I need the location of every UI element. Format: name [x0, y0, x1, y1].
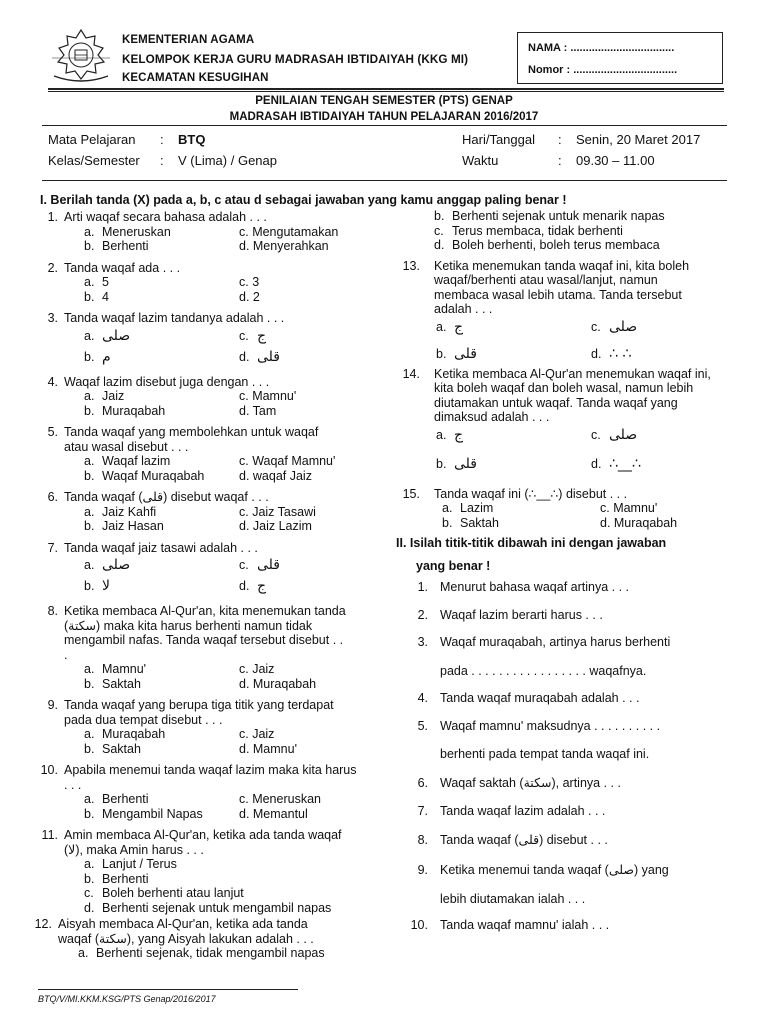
question-14: 14. Ketika membaca Al-Qur'an menemukan waqaf ini, kita boleh waqaf dan boleh wasal, namun lebih diutamakan untuk waqaf. Tanda waqaf yang dimaksud adalah . . . a. ج c. صلى b. قلى d. ∴__∴: [400, 367, 730, 475]
option-a: a. Mamnu': [84, 662, 147, 676]
option-b: b. Saktah: [84, 741, 141, 756]
group-name: KELOMPOK KERJA GURU MADRASAH IBTIDAIYAH (KKG MI): [122, 53, 469, 66]
student-id-box: [517, 32, 723, 84]
option-a: a. Lazim: [442, 501, 494, 515]
footer-rule: [38, 989, 298, 990]
option-b: b. قلى: [436, 455, 477, 472]
subject-colon: :: [160, 132, 164, 147]
option-a: a. Muraqabah: [84, 727, 166, 741]
fill-item-1: 1. Menurut bahasa waqaf artinya . . .: [417, 580, 629, 594]
question-12: 12. Aisyah membaca Al-Qur'an, ketika ada tanda waqaf (سكتة), yang Aisyah lakukan adalah . . . a. Berhenti sejenak, tidak mengambil napas: [34, 917, 400, 961]
option-c: c. Jaiz: [239, 662, 275, 676]
question-9: 9. Tanda waqaf yang berupa tiga titik yang terdapat pada dua tempat disebut . . . a. Muraqabah c. Jaiz b. Saktah d. Mamnu': [40, 698, 400, 756]
time-value: 09.30 – 11.00: [576, 153, 655, 168]
fill-item-3-continued: pada . . . . . . . . . . . . . . . . . waqafnya.: [440, 663, 647, 678]
question-8: 8. Ketika membaca Al-Qur'an, kita menemukan tanda (سكتة) maka kita harus berhenti namun tidak mengambil nafas. Tanda waqaf tersebut disebut . . . a. Mamnu' c. Jaiz b. Saktah d. Muraqabah: [40, 604, 400, 691]
question-3: 3. Tanda waqaf lazim tandanya adalah . . . a. صلى c. ج b. م d. قلى: [40, 311, 400, 368]
option-c: c. ج: [239, 327, 267, 344]
section-2-title: II. Isilah titik-titik dibawah ini dengan jawaban: [396, 536, 667, 550]
fill-item-9: 9. Ketika menemui tanda waqaf (صلى) yang: [417, 863, 669, 877]
date-value: Senin, 20 Maret 2017: [576, 132, 701, 147]
fill-item-3: 3. Waqaf muraqabah, artinya harus berhenti: [417, 635, 671, 649]
option-a: a. 5: [84, 275, 109, 289]
option-b: b. Mengambil Napas: [84, 806, 203, 821]
footer-code: BTQ/V/MI.KKM.KSG/PTS Genap/2016/2017: [38, 994, 216, 1004]
option-a: a. Waqaf lazim: [84, 454, 171, 468]
option-d: d. Menyerahkan: [239, 239, 329, 253]
option-d: d. waqaf Jaiz: [239, 468, 312, 483]
option-a: a. Berhenti: [84, 792, 149, 806]
option-b: b. 4: [84, 289, 109, 304]
fill-item-5: 5. Waqaf mamnu' maksudnya . . . . . . . . . .: [417, 718, 661, 733]
subject-label: Mata Pelajaran: [48, 132, 136, 147]
question-6: 6. Tanda waqaf (قلى) disebut waqaf . . . a. Jaiz Kahfi c. Jaiz Tasawi b. Jaiz Hasan d. Jaiz Lazim: [40, 490, 400, 534]
option-b: b. Saktah: [442, 515, 499, 530]
ministry-name: KEMENTERIAN AGAMA: [122, 34, 255, 46]
header-rule: [48, 88, 724, 90]
option-c: c. Mamnu': [239, 389, 297, 403]
option-c: c. صلى: [591, 426, 638, 443]
option-d: d. ∴ ∴: [591, 345, 632, 362]
exam-title: [0, 93, 768, 125]
question-10: 10. Apabila menemui tanda waqaf lazim maka kita harus . . . a. Berhenti c. Meneruskan b. Mengambil Napas d. Memantul: [40, 763, 400, 821]
option-c: c. Jaiz: [239, 727, 275, 741]
question-15: 15. Tanda waqaf ini (∴__∴) disebut . . . a. Lazim c. Mamnu' b. Saktah d. Muraqabah: [400, 487, 730, 531]
meta-rule-top: [42, 125, 727, 126]
option-c: c. صلى: [591, 318, 638, 335]
kemenag-logo: [50, 28, 112, 86]
institution-header: [122, 31, 468, 88]
class-label: Kelas/Semester: [48, 153, 140, 168]
time-label: Waktu: [462, 153, 499, 168]
option-d: d. Muraqabah: [239, 676, 317, 691]
option-b: b. قلى: [436, 345, 477, 362]
option-a: a. Jaiz: [84, 389, 125, 403]
exam-title-line1: PENILAIAN TENGAH SEMESTER (PTS) GENAP: [255, 95, 513, 107]
option-b: b. Berhenti: [84, 871, 149, 886]
option-a: a. Lanjut / Terus: [84, 857, 177, 871]
section-2: [396, 536, 730, 933]
option-d: d. Berhenti sejenak untuk mengambil napas: [84, 900, 332, 915]
option-b: b. Jaiz Hasan: [84, 519, 164, 533]
option-d: d. Muraqabah: [600, 515, 678, 530]
option-c: c. Waqaf Mamnu': [239, 454, 336, 468]
number-field: Nomor : ..................................: [528, 64, 678, 76]
district-name: KECAMATAN KESUGIHAN: [122, 72, 269, 84]
option-a: a. Meneruskan: [84, 224, 171, 239]
option-c: c. قلى: [239, 557, 280, 573]
option-d: d. Jaiz Lazim: [239, 519, 312, 533]
meta-rule-bottom: [42, 180, 727, 181]
time-colon: :: [558, 153, 562, 168]
question-7: 7. Tanda waqaf jaiz tasawi adalah . . . a. صلى c. قلى b. لا d. ج: [40, 541, 400, 598]
option-d: d. Mamnu': [239, 741, 297, 756]
option-a: a. Berhenti sejenak, tidak mengambil napas: [78, 946, 325, 960]
fill-item-7: 7. Tanda waqaf lazim adalah . . .: [417, 804, 606, 818]
question-1: 1. Arti waqaf secara bahasa adalah . . . a. Meneruskan c. Mengutamakan b. Berhenti d. Menyerahkan: [40, 210, 400, 254]
section-2-title-line2: yang benar !: [416, 559, 491, 573]
fill-item-10: 10. Tanda waqaf mamnu' ialah . . .: [410, 918, 610, 932]
option-a: a. Jaiz Kahfi: [84, 504, 157, 519]
option-d: d. 2: [239, 289, 260, 304]
option-b: b. لا: [84, 578, 110, 594]
option-c: c. Boleh berhenti atau lanjut: [84, 886, 244, 900]
option-c: c. Jaiz Tasawi: [239, 504, 316, 519]
option-b: b. Muraqabah: [84, 403, 166, 418]
subject-value: BTQ: [178, 132, 206, 147]
option-b: b. Berhenti sejenak untuk menarik napas: [434, 209, 665, 223]
option-a: a. صلى: [84, 557, 131, 573]
option-b: b. Waqaf Muraqabah: [84, 468, 205, 483]
option-c: c. 3: [239, 275, 260, 289]
option-c: c. Terus membaca, tidak berhenti: [434, 223, 623, 238]
class-colon: :: [160, 153, 164, 168]
section-1-title: I. Berilah tanda (X) pada a, b, c atau d sebagai jawaban yang kamu anggap paling benar !: [40, 193, 567, 207]
question-11: 11. Amin membaca Al-Qur'an, ketika ada tanda waqaf (لا), maka Amin harus . . . a. Lanjut / Terus b. Berhenti c. Boleh berhenti atau lanjut d. Berhenti sejenak untuk mengambil napas: [40, 828, 400, 915]
option-d: d. قلى: [239, 348, 280, 365]
header-rule-thin: [48, 91, 724, 92]
option-d: d. ∴__∴: [591, 455, 641, 472]
fill-item-4: 4. Tanda waqaf muraqabah adalah . . .: [417, 691, 640, 705]
option-c: c. Meneruskan: [239, 792, 321, 806]
date-colon: :: [558, 132, 562, 147]
question-12-continued: [400, 209, 730, 253]
class-value: V (Lima) / Genap: [178, 153, 277, 168]
option-d: d. ج: [239, 578, 267, 594]
question-2: 2. Tanda waqaf ada . . . a. 5 c. 3 b. 4 d. 2: [40, 261, 400, 305]
fill-item-9-continued: lebih diutamakan ialah . . .: [440, 891, 586, 906]
name-field: NAMA : ..................................: [528, 42, 675, 54]
option-c: c. Mengutamakan: [239, 224, 339, 239]
option-a: a. ج: [436, 426, 464, 443]
section-1-right: [396, 209, 730, 933]
fill-item-6: 6. Waqaf saktah (سكتة), artinya . . .: [417, 775, 621, 790]
question-13: 13. Ketika menemukan tanda waqaf ini, kita boleh waqaf/berhenti atau wasal/lanjut, namun membaca wasal lebih utama. Tanda tersebut adalah . . . a. ج c. صلى b. قلى d. ∴ ∴: [400, 259, 730, 365]
question-4: 4. Waqaf lazim disebut juga dengan . . . a. Jaiz c. Mamnu' b. Muraqabah d. Tam: [40, 375, 400, 419]
option-d: d. Memantul: [239, 806, 308, 821]
option-a: a. صلى: [84, 327, 131, 344]
option-b: b. Berhenti: [84, 239, 149, 253]
option-c: c. Mamnu': [600, 501, 658, 515]
fill-item-2: 2. Waqaf lazim berarti harus . . .: [417, 607, 603, 622]
date-label: Hari/Tanggal: [462, 132, 535, 147]
option-d: d. Tam: [239, 403, 277, 418]
option-b: b. Saktah: [84, 676, 141, 691]
fill-item-8: 8. Tanda waqaf (قلى) disebut . . .: [417, 832, 608, 847]
option-b: b. م: [84, 348, 111, 365]
question-5: 5. Tanda waqaf yang membolehkan untuk waqaf atau wasal disebut . . . a. Waqaf lazim c. Waqaf Mamnu' b. Waqaf Muraqabah d. waqaf Jaiz: [40, 425, 400, 483]
fill-item-5-continued: berhenti pada tempat tanda waqaf ini.: [440, 747, 650, 761]
exam-title-line2: MADRASAH IBTIDAIYAH TAHUN PELAJARAN 2016/2017: [229, 111, 539, 123]
option-d: d. Boleh berhenti, boleh terus membaca: [434, 238, 660, 252]
option-a: a. ج: [436, 318, 464, 335]
